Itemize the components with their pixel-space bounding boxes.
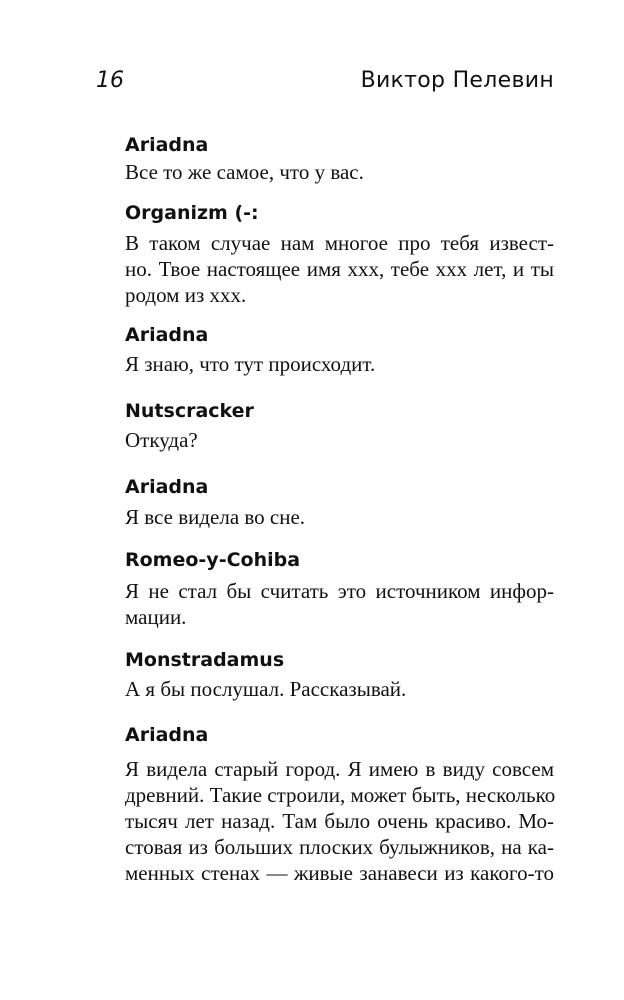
message-line: В таком случае нам многое про тебя извест- xyxy=(125,231,554,255)
speaker-name: Ariadna xyxy=(125,134,209,156)
page-header xyxy=(96,66,554,96)
speaker-name: Organizm (-: xyxy=(125,202,259,224)
message-line: древний. Такие строили, может быть, несколько xyxy=(125,783,556,807)
speaker-name: Ariadna xyxy=(125,324,209,346)
speaker-name: Nutscracker xyxy=(125,400,254,422)
speaker-name: Monstradamus xyxy=(125,649,285,671)
message-line: Все то же самое, что у вас. xyxy=(125,160,364,184)
message-line: Откуда? xyxy=(125,428,198,452)
message-line: родом из ххх. xyxy=(125,283,247,307)
message-line: тысяч лет назад. Там было очень красиво. Мо- xyxy=(125,809,554,833)
message-line: менных стенах — живые занавеси из какого-то xyxy=(125,861,554,885)
speaker-name: Ariadna xyxy=(125,724,209,746)
message-line: Я видела старый город. Я имею в виду совсем xyxy=(125,757,554,781)
message-line: Я все видела во сне. xyxy=(125,505,306,529)
speaker-name: Romeo-y-Cohiba xyxy=(125,549,301,571)
message-line: мации. xyxy=(125,605,187,629)
message-line: А я бы послушал. Рассказывай. xyxy=(125,677,407,701)
message-line: Я знаю, что тут происходит. xyxy=(125,352,376,376)
message-line: стовая из больших плоских булыжников, на ка- xyxy=(125,835,554,859)
message-line: Я не стал бы считать это источником инфор- xyxy=(125,579,554,603)
speaker-name: Ariadna xyxy=(125,476,209,498)
page-number: 16 xyxy=(96,68,124,93)
message-line: но. Твое настоящее имя ххх, тебе ххх лет, и ты xyxy=(125,257,554,281)
running-head-author: Виктор Пелевин xyxy=(360,68,554,93)
